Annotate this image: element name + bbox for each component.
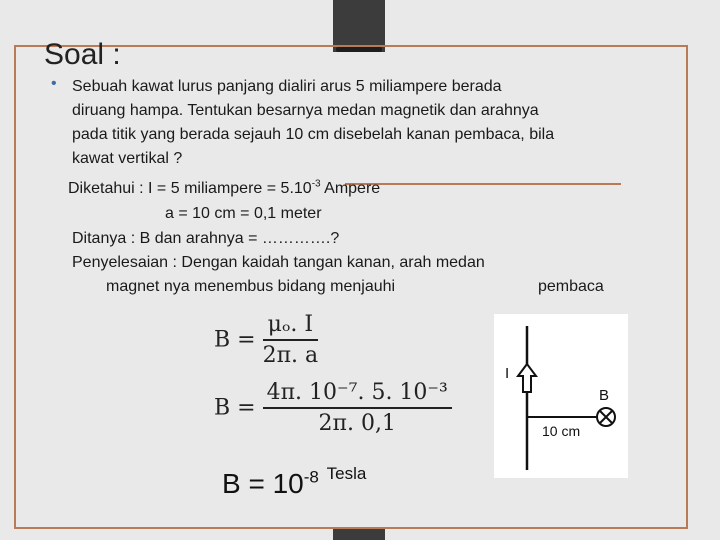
bullet-icon: • xyxy=(51,75,57,92)
fraction xyxy=(263,312,319,368)
fraction xyxy=(263,380,452,436)
diketahui-exponent: -3 xyxy=(311,178,321,190)
penyelesaian-line-2-end: pembaca xyxy=(538,278,604,295)
penyelesaian-line-2: magnet nya menembus bidang menjauhi xyxy=(106,278,396,295)
fraction-numerator: μₒ. I xyxy=(263,312,319,341)
penyelesaian-line: Penyelesaian : Dengan kaidah tangan kanan, arah medan xyxy=(72,254,485,271)
fraction-numerator: 4π. 10⁻⁷. 5. 10⁻³ xyxy=(263,380,452,409)
diketahui-text: Diketahui : I = 5 miliampere = 5.10 xyxy=(68,180,312,197)
question-line: pada titik yang berada sejauh 10 cm disebelah kanan pembaca, bila xyxy=(72,126,555,143)
question-line: kawat vertikal ? xyxy=(72,150,183,167)
question-line: diruang hampa. Tentukan besarnya medan magnetik dan arahnya xyxy=(72,102,539,119)
current-label: I xyxy=(505,365,510,382)
formula-1 xyxy=(214,312,318,368)
point-label: B xyxy=(599,387,610,404)
formula-2 xyxy=(214,380,452,436)
formula-lhs: B = xyxy=(214,395,256,421)
formula-lhs: B = xyxy=(214,327,256,353)
distance-label: 10 cm xyxy=(542,423,581,439)
result-unit: Tesla xyxy=(326,464,367,483)
divider-line xyxy=(345,183,621,185)
fraction-denominator: 2π. 0,1 xyxy=(318,411,396,436)
final-result xyxy=(222,464,367,500)
question-line: Sebuah kawat lurus panjang dialiri arus 5 miliampere berada xyxy=(72,78,502,95)
diketahui-unit: Ampere xyxy=(320,180,381,197)
binder-clip-bottom xyxy=(333,528,385,540)
diketahui-line xyxy=(68,180,380,198)
a-value-line: a = 10 cm = 0,1 meter xyxy=(165,205,322,222)
result-text: B = 10 xyxy=(222,468,304,499)
slide-title: Soal : xyxy=(44,38,121,71)
current-arrow-icon xyxy=(518,364,536,392)
fraction-denominator: 2π. a xyxy=(262,343,319,368)
diagram-svg xyxy=(494,314,628,478)
result-exponent: -8 xyxy=(303,467,319,487)
question-text xyxy=(72,75,682,171)
wire-field-diagram xyxy=(494,314,628,478)
ditanya-line: Ditanya : B dan arahnya = ………….? xyxy=(72,230,340,247)
